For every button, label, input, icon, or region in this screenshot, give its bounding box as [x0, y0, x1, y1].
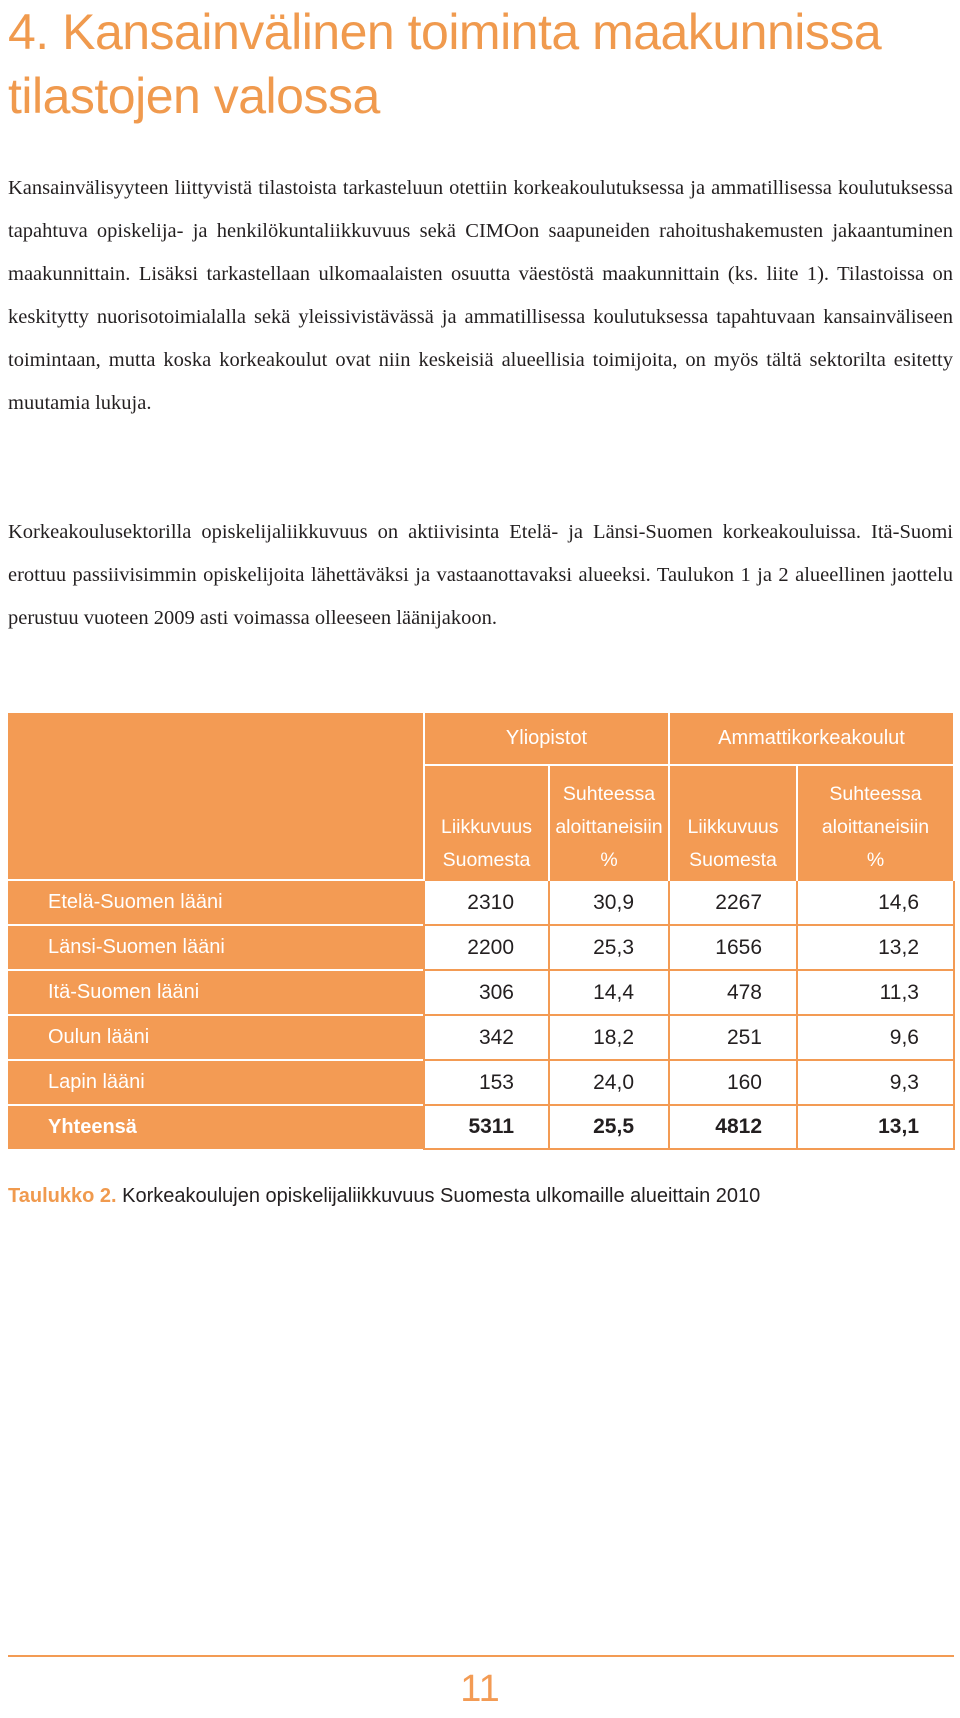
table-row: [8, 1015, 954, 1060]
table-cell: 30,9: [549, 880, 669, 925]
subheader-text: aloittaneisiin: [555, 816, 663, 838]
subheader-text: Suhteessa: [562, 783, 656, 805]
subheader-yo-mobility: [424, 765, 549, 880]
subheader-text: Liikkuvuus: [440, 816, 533, 838]
table-cell: 160: [669, 1060, 797, 1105]
page-heading: 4. Kansainvälinen toiminta maakunnissa tilastojen valossa: [8, 4, 882, 124]
table-cell: 342: [424, 1015, 549, 1060]
table-cell: 251: [669, 1015, 797, 1060]
table-cell: 14,4: [549, 970, 669, 1015]
table-row: [8, 1105, 954, 1149]
table-cell: 478: [669, 970, 797, 1015]
row-label: Oulun lääni: [8, 1015, 424, 1060]
mobility-table: [8, 713, 955, 1150]
subheader-text: %: [866, 849, 885, 871]
table-row: [8, 925, 954, 970]
table-cell: 153: [424, 1060, 549, 1105]
table-cell: 13,1: [797, 1105, 954, 1149]
row-label: Länsi-Suomen lääni: [8, 925, 424, 970]
subheader-amk-ratio: [797, 765, 954, 880]
subheader-text: Suomesta: [442, 849, 531, 871]
table-row: [8, 880, 954, 925]
table-cell: 306: [424, 970, 549, 1015]
table-body: [8, 880, 954, 1149]
subheader-text: Suomesta: [689, 849, 777, 871]
table-cell: 14,6: [797, 880, 954, 925]
table-caption: [8, 1185, 760, 1208]
subheader-text: Liikkuvuus: [687, 816, 779, 838]
subheader-text: %: [600, 849, 618, 871]
footer-rule: [8, 1655, 954, 1657]
table-corner: [8, 713, 424, 880]
row-label: Itä-Suomen lääni: [8, 970, 424, 1015]
table-cell: 11,3: [797, 970, 954, 1015]
table-cell: 5311: [424, 1105, 549, 1149]
caption-text: Korkeakoulujen opiskelijaliikkuvuus Suomesta ulkomaille alueittain 2010: [116, 1185, 761, 1207]
row-label: Lapin lääni: [8, 1060, 424, 1105]
table-cell: 13,2: [797, 925, 954, 970]
table-cell: 18,2: [549, 1015, 669, 1060]
table-cell: 9,6: [797, 1015, 954, 1060]
second-paragraph: Korkeakoulusektorilla opiskelijaliikkuvuus on aktiivisinta Etelä- ja Länsi-Suomen korkeakouluissa. Itä-Suomi erottuu passiivisimmin opiskelijoita lähettäväksi ja vastaanottavaksi alueeksi. Taulukon 1 ja 2 alueellinen jaottelu perustuu vuoteen 2009 asti voimassa olleeseen läänijakoon.: [8, 521, 953, 629]
table-cell: 25,5: [549, 1105, 669, 1149]
table-cell: 25,3: [549, 925, 669, 970]
table-cell: 24,0: [549, 1060, 669, 1105]
table-cell: 1656: [669, 925, 797, 970]
table-row: [8, 1060, 954, 1105]
intro-paragraph: Kansainvälisyyteen liittyvistä tilastoista tarkasteluun otettiin korkeakoulutuksessa ja ammatillisessa koulutuksessa tapahtuva opiskelija- ja henkilökuntaliikkuvuus sekä CIMOon saapuneiden rahoitushakemusten jakaantuminen maakunnittain. Lisäksi tarkastellaan ulkomaalaisten osuutta väestöstä maakunnittain (ks. liite 1). Tilastoissa on keskitytty nuorisotoimialalla sekä yleissivistävässä ja ammatillisessa koulutuksessa tapahtuvaan kansainväliseen toimintaan, mutta koska korkeakoulut ovat niin keskeisiä alueellisia toimijoita, on myös tältä sektorilta esitetty muutamia lukuja.: [8, 177, 953, 414]
table-row: [8, 970, 954, 1015]
table-cell: 2310: [424, 880, 549, 925]
row-label: Etelä-Suomen lääni: [8, 880, 424, 925]
subheader-amk-mobility: [669, 765, 797, 880]
table-cell: 2267: [669, 880, 797, 925]
subheader-text: Suhteessa: [829, 783, 922, 805]
subheader-text: aloittaneisiin: [821, 816, 930, 838]
table-cell: 9,3: [797, 1060, 954, 1105]
subheader-yo-ratio: [549, 765, 669, 880]
table-cell: 2200: [424, 925, 549, 970]
group-header-amk: Ammattikorkeakoulut: [669, 713, 954, 765]
page-number: 11: [460, 1668, 500, 1710]
row-label: Yhteensä: [8, 1105, 424, 1149]
table-cell: 4812: [669, 1105, 797, 1149]
caption-label: Taulukko 2.: [8, 1185, 117, 1207]
group-header-yliopistot: Yliopistot: [424, 713, 669, 765]
mobility-table-container: [8, 713, 954, 1150]
